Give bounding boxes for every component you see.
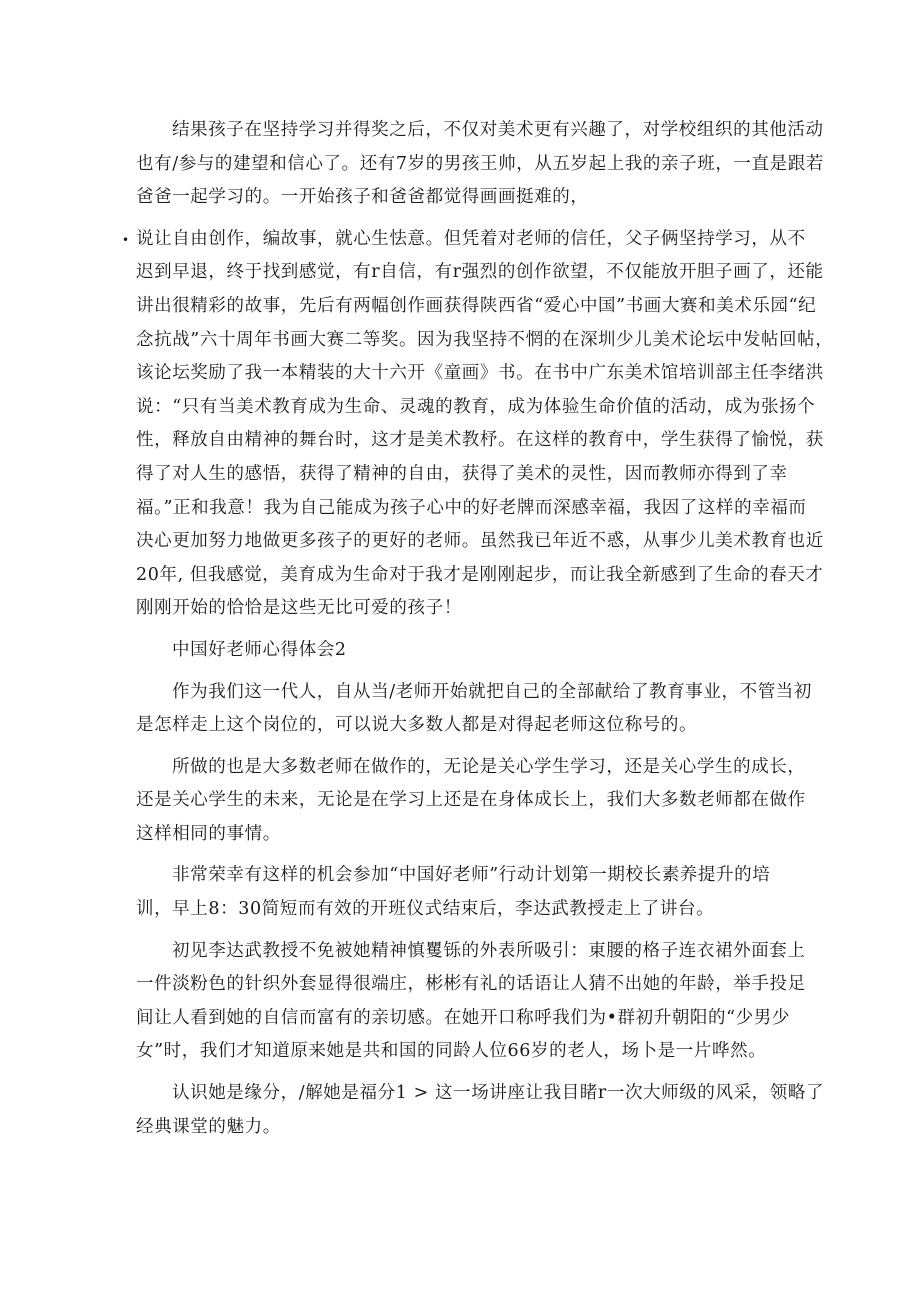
paragraph bbox=[136, 676, 812, 743]
text-line: 决心更加努力地做更多孩子的更好的老师。虽然我已年近不惑，从事少儿美术教育也近 bbox=[136, 531, 824, 552]
paragraph bbox=[136, 751, 806, 852]
paragraph bbox=[136, 114, 824, 215]
text-line: 初见李达武教授不免被她精神慎矍铄的外表所吸引：東腰的格子连衣裙外面套上 bbox=[172, 940, 806, 961]
paragraph bbox=[136, 935, 806, 1069]
text-line: 得了对人生的感悟，获得了精神的自由，获得了美术的灵性，因而教师亦得到了幸 bbox=[136, 463, 788, 484]
text-line: 结果孩子在坚持学习并得奖之后，不仅对美术更有兴趣了，对学校组织的其他活动 bbox=[172, 120, 824, 140]
text-line: 间让人看到她的自信而富有的亲切感。在她开口称呼我们为•群初升朝阳的“少男少 bbox=[136, 1007, 790, 1028]
text-line: 刚刚开始的恰恰是这些无比可爱的孩子！ bbox=[136, 598, 462, 619]
text-line: 一件淡粉色的针织外套显得很端庄，彬彬有礼的话语让人猜不出她的年龄，举手投足 bbox=[136, 974, 806, 995]
section-heading: 中国好老师心得体会2 bbox=[172, 639, 347, 660]
bullet-icon: • bbox=[122, 232, 130, 247]
text-line: 作为我们这一代人，自从当/老师开始就把自己的全部献给了教育事业，不管当初 bbox=[172, 681, 812, 702]
text-line: 说：“只有当美术教育成为生命、灵魂的教育，成为体验生命价值的活动，成为张扬个 bbox=[136, 396, 816, 417]
paragraph bbox=[136, 1077, 825, 1144]
text-line: 20年, 但我感觉，美育成为生命对于我才是刚刚起步，而让我全新感到了生命的春天才 bbox=[136, 564, 824, 585]
text-line: 经典课堂的魅力。 bbox=[136, 1116, 281, 1137]
text-line: 所做的也是大多数老师在做作的，无论是关心学生学习，还是关心学生的成长， bbox=[172, 756, 806, 777]
document-body bbox=[122, 114, 834, 1144]
paragraph bbox=[136, 859, 788, 926]
text-line: 训，早上8：30简短而有效的开班仪式结束后，李达武教授走上了讲台。 bbox=[136, 899, 715, 920]
text-line: 迟到早退，终于找到感觉，有r自信，有r强烈的创作欲望，不仅能放开胆子画了，还能 bbox=[136, 262, 824, 283]
text-line: 还是关心学生的未来，无论是在学习上还是在身体成长上，我们大多数老师都在做作 bbox=[136, 790, 806, 811]
text-line: 性，释放自由精神的舞台时，这才是美术教杼。在这样的教育中，学生获得了愉悦，获 bbox=[136, 430, 824, 451]
text-line: 女”时，我们才知道原来她是共和国的同龄人位66岁的老人，场卜是一片哗然。 bbox=[136, 1041, 767, 1062]
text-line: 非常荣幸有这样的机会参加“中国好老师”行动计划第一期校长素养提升的培 bbox=[172, 865, 771, 886]
text-line: 念抗战”六十周年书画大赛二等奖。因为我坚持不惘的在深圳少儿美术论坛中发帖回帖， bbox=[136, 329, 834, 350]
text-line: 爸爸一起学习的。一开始孩子和爸爸都觉得画画挺难的， bbox=[136, 187, 589, 208]
text-line: 该论坛奖励了我一本精装的大十六开《童画》书。在书中广东美术馆培训部主任李绪洪 bbox=[136, 363, 824, 384]
text-line: 讲出很精彩的故事，先后有两幅创作画获得陕西省“爱心中国”书画大赛和美术乐园“纪 bbox=[136, 295, 817, 316]
text-line: 这样相同的事情。 bbox=[136, 823, 281, 844]
text-line: 福。”正和我意！我为自己能成为孩子心中的好老牌而深感幸福，我因了这样的幸福而 bbox=[136, 497, 807, 518]
text-line: 说让自由创作，编故事，就心生怯意。但凭着对老师的信任，父子俩坚持学习，从不 bbox=[136, 228, 806, 249]
text-line: 是怎样走上这个岗位的，可以说大多数人都是对得起老师这位称号的。 bbox=[136, 715, 698, 736]
text-line: 也有/参与的建望和信心了。还有7岁的男孩王帅，从五岁起上我的亲子班，一直是跟若 bbox=[136, 153, 824, 174]
text-line: 认识她是缘分，/解她是福分1 > 这一场讲座让我目睹r一次大师级的风采，领略了 bbox=[172, 1083, 825, 1104]
paragraph bbox=[122, 223, 834, 626]
